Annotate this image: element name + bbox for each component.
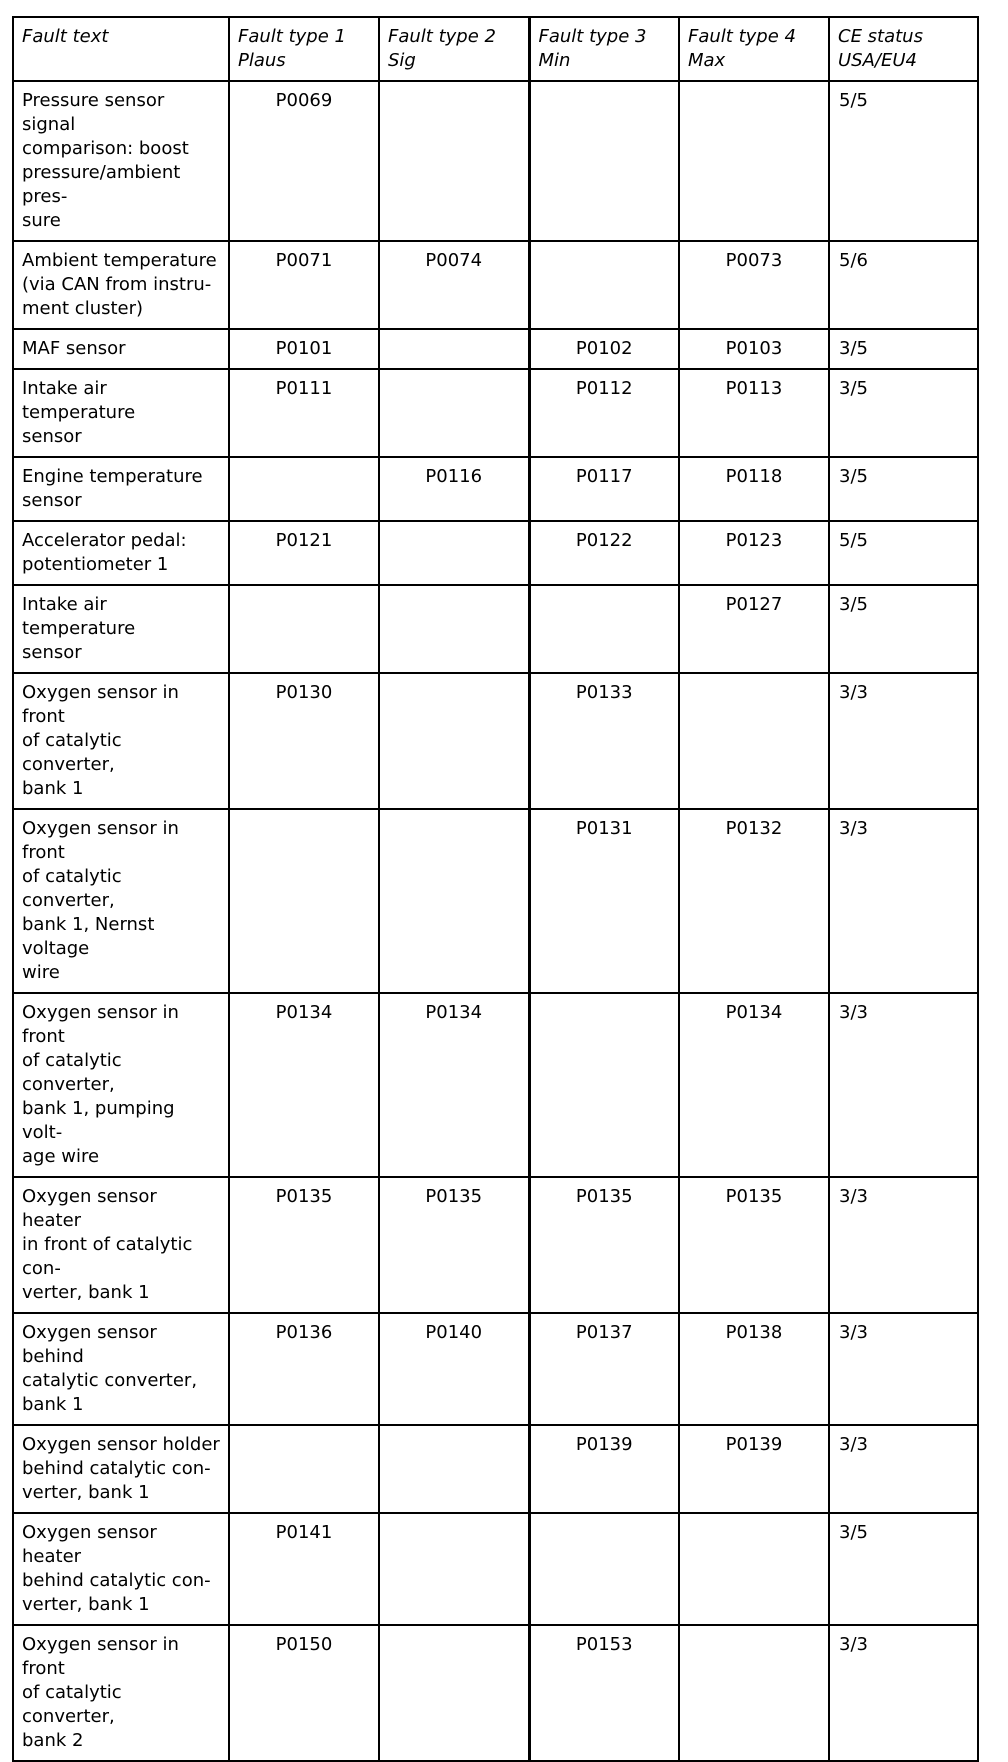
fault-type-2-cell: P0116 (379, 457, 529, 521)
header-line-1: Fault type 4 (688, 26, 796, 47)
header-fault-text (13, 17, 229, 81)
fault-type-2-cell (379, 521, 529, 585)
header-line-1: CE status (838, 26, 923, 47)
fault-type-4-cell (679, 673, 829, 809)
fault-type-3-cell: P0112 (529, 369, 679, 457)
fault-type-4-cell (679, 81, 829, 241)
fault-type-2-cell (379, 81, 529, 241)
header-fault-type-4 (679, 17, 829, 81)
header-line-1: Fault type 2 (388, 26, 496, 47)
fault-type-2-cell: P0140 (379, 1313, 529, 1425)
header-line-2: Min (538, 50, 571, 71)
fault-type-2-cell (379, 1625, 529, 1761)
fault-type-3-cell: P0135 (529, 1177, 679, 1313)
fault-text-cell: Intake air temperature sensor (13, 585, 229, 673)
ce-status-cell: 5/5 (829, 521, 978, 585)
table-row (13, 993, 978, 1177)
fault-type-3-cell: P0139 (529, 1425, 679, 1513)
fault-type-1-cell: P0130 (229, 673, 379, 809)
fault-type-4-cell: P0123 (679, 521, 829, 585)
header-line-2: USA/EU4 (838, 50, 917, 71)
ce-status-cell: 3/3 (829, 1313, 978, 1425)
fault-type-3-cell (529, 81, 679, 241)
fault-type-4-cell: P0113 (679, 369, 829, 457)
ce-status-cell: 3/3 (829, 1177, 978, 1313)
fault-type-4-cell: P0134 (679, 993, 829, 1177)
table-row (13, 81, 978, 241)
table-row (13, 369, 978, 457)
fault-type-2-cell (379, 329, 529, 369)
fault-text-cell: Intake air temperature sensor (13, 369, 229, 457)
table-row (13, 241, 978, 329)
fault-type-2-cell (379, 1513, 529, 1625)
table-row (13, 1313, 978, 1425)
header-fault-type-3 (529, 17, 679, 81)
fault-type-1-cell: P0071 (229, 241, 379, 329)
fault-type-4-cell: P0127 (679, 585, 829, 673)
fault-type-2-cell (379, 1425, 529, 1513)
fault-type-1-cell (229, 457, 379, 521)
fault-type-3-cell: P0131 (529, 809, 679, 993)
fault-text-cell: Oxygen sensor in front of catalytic converter, bank 2 (13, 1625, 229, 1761)
fault-text-cell: Oxygen sensor in front of catalytic converter, bank 1 (13, 673, 229, 809)
fault-text-cell: Accelerator pedal: potentiometer 1 (13, 521, 229, 585)
fault-text-cell: Oxygen sensor heater in front of catalytic con- verter, bank 1 (13, 1177, 229, 1313)
fault-text-cell: Oxygen sensor heater behind catalytic con- verter, bank 1 (13, 1513, 229, 1625)
ce-status-cell: 3/3 (829, 809, 978, 993)
fault-type-1-cell: P0141 (229, 1513, 379, 1625)
ce-status-cell: 3/3 (829, 673, 978, 809)
fault-type-3-cell (529, 585, 679, 673)
fault-type-1-cell: P0101 (229, 329, 379, 369)
fault-text-cell: Oxygen sensor in front of catalytic converter, bank 1, Nernst voltage wire (13, 809, 229, 993)
fault-type-1-cell: P0069 (229, 81, 379, 241)
fault-type-3-cell: P0133 (529, 673, 679, 809)
fault-text-cell: Oxygen sensor holder behind catalytic con- verter, bank 1 (13, 1425, 229, 1513)
fault-type-4-cell (679, 1625, 829, 1761)
ce-status-cell: 3/5 (829, 585, 978, 673)
fault-type-2-cell: P0074 (379, 241, 529, 329)
fault-type-4-cell: P0138 (679, 1313, 829, 1425)
fault-type-1-cell: P0121 (229, 521, 379, 585)
ce-status-cell: 3/5 (829, 369, 978, 457)
header-line-2: Plaus (238, 50, 286, 71)
fault-type-1-cell: P0111 (229, 369, 379, 457)
fault-text-cell: Pressure sensor signal comparison: boost pressure/ambient pres- sure (13, 81, 229, 241)
fault-type-1-cell (229, 585, 379, 673)
fault-type-3-cell: P0117 (529, 457, 679, 521)
header-line-2: Sig (388, 50, 416, 71)
ce-status-cell: 3/3 (829, 1625, 978, 1761)
fault-text-cell: Engine temperature sensor (13, 457, 229, 521)
fault-type-2-cell (379, 585, 529, 673)
header-line-2: Max (688, 50, 726, 71)
header-fault-type-2 (379, 17, 529, 81)
fault-type-3-cell: P0122 (529, 521, 679, 585)
fault-type-3-cell: P0153 (529, 1625, 679, 1761)
fault-type-1-cell: P0150 (229, 1625, 379, 1761)
fault-type-4-cell: P0103 (679, 329, 829, 369)
fault-type-1-cell (229, 1425, 379, 1513)
fault-type-1-cell (229, 809, 379, 993)
table-row (13, 585, 978, 673)
fault-type-3-cell: P0102 (529, 329, 679, 369)
header-fault-type-1 (229, 17, 379, 81)
fault-text-cell: Ambient temperature (via CAN from instru- ment cluster) (13, 241, 229, 329)
table-row (13, 1425, 978, 1513)
fault-text-cell: MAF sensor (13, 329, 229, 369)
fault-type-1-cell: P0136 (229, 1313, 379, 1425)
fault-type-4-cell: P0139 (679, 1425, 829, 1513)
table-header-row (13, 17, 978, 81)
ce-status-cell: 5/6 (829, 241, 978, 329)
fault-type-3-cell: P0137 (529, 1313, 679, 1425)
header-line-1: Fault type 1 (238, 26, 346, 47)
table-row (13, 457, 978, 521)
ce-status-cell: 3/5 (829, 1513, 978, 1625)
ce-status-cell: 3/3 (829, 1425, 978, 1513)
fault-type-4-cell: P0118 (679, 457, 829, 521)
fault-type-1-cell: P0134 (229, 993, 379, 1177)
table-row (13, 329, 978, 369)
fault-type-2-cell (379, 809, 529, 993)
ce-status-cell: 3/5 (829, 457, 978, 521)
fault-type-4-cell: P0132 (679, 809, 829, 993)
table-row (13, 809, 978, 993)
fault-text-cell: Oxygen sensor behind catalytic converter, bank 1 (13, 1313, 229, 1425)
table-row (13, 673, 978, 809)
fault-type-3-cell (529, 1513, 679, 1625)
fault-text-cell: Oxygen sensor in front of catalytic converter, bank 1, pumping volt- age wire (13, 993, 229, 1177)
fault-type-2-cell: P0135 (379, 1177, 529, 1313)
fault-code-table (12, 16, 979, 1762)
ce-status-cell: 5/5 (829, 81, 978, 241)
fault-type-3-cell (529, 993, 679, 1177)
fault-type-2-cell: P0134 (379, 993, 529, 1177)
fault-type-4-cell: P0135 (679, 1177, 829, 1313)
fault-type-4-cell (679, 1513, 829, 1625)
fault-type-3-cell (529, 241, 679, 329)
table-body (13, 81, 978, 1761)
table-row (13, 1513, 978, 1625)
table-row (13, 521, 978, 585)
ce-status-cell: 3/5 (829, 329, 978, 369)
ce-status-cell: 3/3 (829, 993, 978, 1177)
fault-type-1-cell: P0135 (229, 1177, 379, 1313)
fault-type-2-cell (379, 369, 529, 457)
table-row (13, 1625, 978, 1761)
header-ce-status (829, 17, 978, 81)
header-line-1: Fault text (22, 26, 109, 47)
fault-type-4-cell: P0073 (679, 241, 829, 329)
header-line-1: Fault type 3 (538, 26, 647, 47)
table-row (13, 1177, 978, 1313)
fault-type-2-cell (379, 673, 529, 809)
